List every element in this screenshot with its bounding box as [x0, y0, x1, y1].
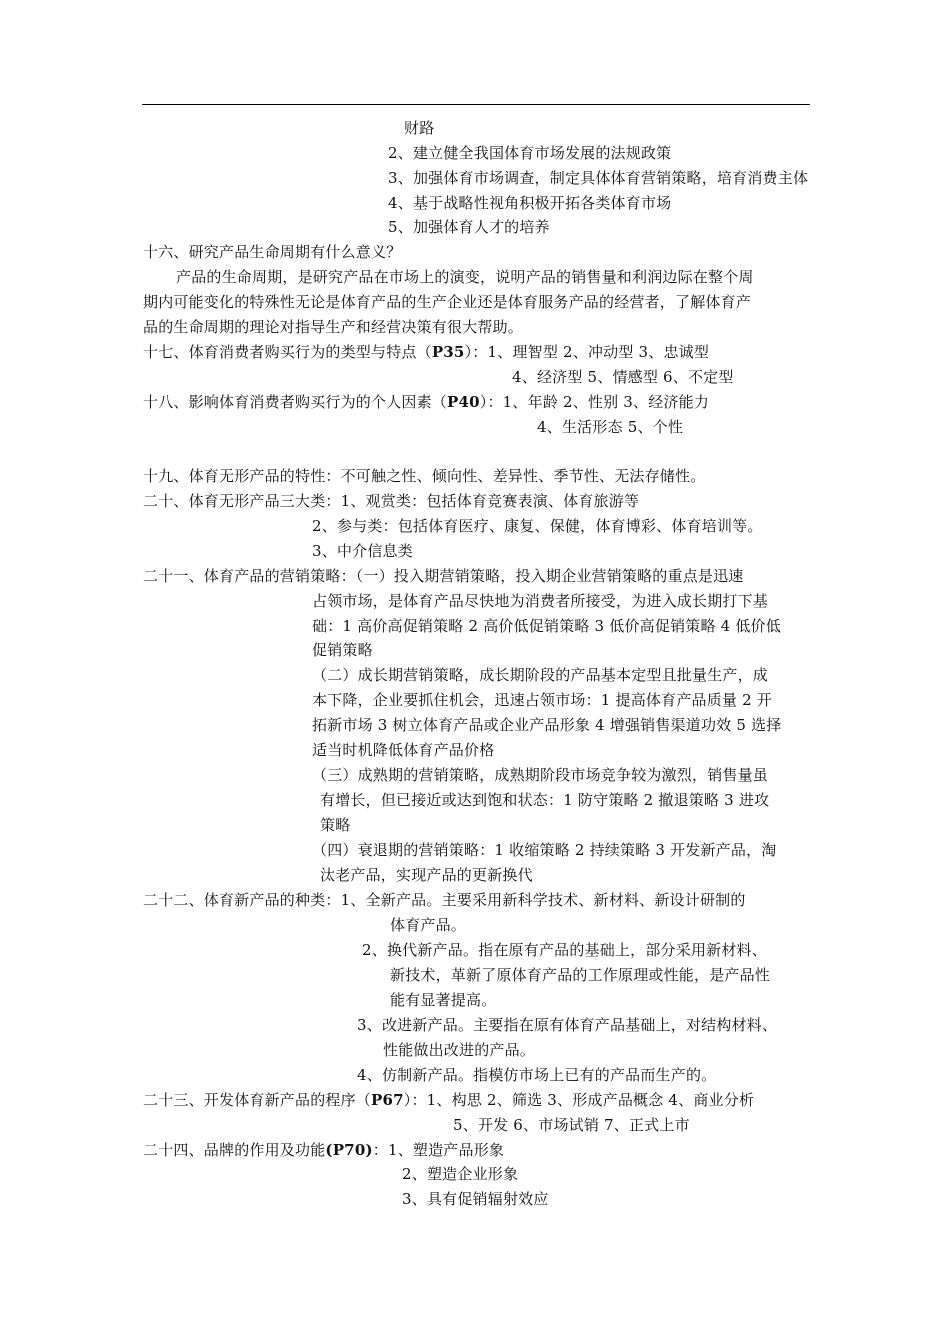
- page-reference: P67: [371, 1091, 404, 1109]
- question-23: [143, 1088, 754, 1112]
- text-line: 财路: [404, 119, 435, 137]
- text-line: 2、参与类：包括体育医疗、康复、保健，体育博彩、体育培训等。: [312, 517, 763, 535]
- question-21: 二十一、体育产品的营销策略：（一）投入期营销策略，投入期企业营销策略的重点是迅速: [143, 567, 744, 585]
- text-line: 新技术，革新了原体育产品的工作原理或性能，是产品性: [390, 966, 771, 984]
- text-line: 3、中介信息类: [312, 542, 413, 560]
- text-line: 4、经济型 5、情感型 6、不定型: [512, 368, 734, 386]
- question-17-answer: ）：1、理智型 2、冲动型 3、忠诚型: [464, 343, 710, 361]
- text-line: 体育产品。: [390, 916, 467, 934]
- page-reference: (P70): [325, 1141, 373, 1159]
- text-line: 3、改进新产品。主要指在原有体育产品基础上，对结构材料、: [357, 1016, 778, 1034]
- page-reference: P35: [431, 343, 465, 361]
- answer-16-line: 品的生命周期的理论对指导生产和经营决策有很大帮助。: [143, 318, 524, 336]
- text-line: 4、仿制新产品。指模仿市场上已有的产品而生产的。: [357, 1066, 717, 1084]
- question-20: 二十、体育无形产品三大类：1、观赏类：包括体育竞赛表演、体育旅游等: [143, 492, 640, 510]
- answer-16-line: 产品的生命周期，是研究产品在市场上的演变，说明产品的销售量和利润边际在整个周: [176, 268, 754, 286]
- text-line: 2、建立健全我国体育市场发展的法规政策: [388, 144, 672, 162]
- text-line: 5、开发 6、市场试销 7、正式上市: [453, 1116, 690, 1134]
- header-rule: [142, 104, 810, 105]
- question-17-label: 十七、体育消费者购买行为的类型与特点（: [143, 343, 432, 361]
- page-reference: P40: [447, 393, 480, 411]
- question-24-answer: ：1、塑造产品形象: [372, 1141, 505, 1159]
- question-18-label: 十八、影响体育消费者购买行为的个人因素（: [143, 393, 448, 411]
- text-line: 2、换代新产品。指在原有产品的基础上，部分采用新材料、: [362, 941, 767, 959]
- text-line: 础：1 高价高促销策略 2 高价低促销策略 3 低价高促销策略 4 低价低: [312, 617, 781, 635]
- question-24-label: 二十四、品牌的作用及功能: [143, 1141, 326, 1159]
- text-line: （三）成熟期的营销策略，成熟期阶段市场竞争较为激烈，销售量虽: [312, 766, 769, 784]
- text-line: 促销策略: [312, 641, 373, 659]
- text-line: 3、具有促销辐射效应: [402, 1190, 549, 1208]
- text-line: 4、生活形态 5、个性: [537, 418, 684, 436]
- question-23-answer: ）：1、构思 2、筛选 3、形成产品概念 4、商业分析: [403, 1091, 755, 1109]
- text-line: 有增长，但已接近或达到饱和状态：1 防守策略 2 撤退策略 3 进攻: [320, 791, 770, 809]
- question-17: [143, 340, 709, 364]
- text-line: 汰老产品，实现产品的更新换代: [320, 866, 533, 884]
- question-24: [143, 1138, 504, 1162]
- question-23-label: 二十三、开发体育新产品的程序（: [143, 1091, 372, 1109]
- question-18: [143, 390, 709, 414]
- question-18-answer: ）：1、年龄 2、性别 3、经济能力: [479, 393, 710, 411]
- text-line: 5、加强体育人才的培养: [388, 218, 550, 236]
- question-19: 十九、体育无形产品的特性：不可触之性、倾向性、差异性、季节性、无法存储性。: [143, 467, 706, 485]
- question-16: 十六、研究产品生命周期有什么意义？: [143, 243, 402, 261]
- text-line: 拓新市场 3 树立体育产品或企业产品形象 4 增强销售渠道功效 5 选择: [312, 716, 782, 734]
- text-line: 策略: [320, 816, 351, 834]
- text-line: 2、塑造企业形象: [402, 1165, 519, 1183]
- text-line: 性能做出改进的产品。: [383, 1041, 536, 1059]
- text-line: 适当时机降低体育产品价格: [312, 741, 495, 759]
- answer-16-line: 期内可能变化的特殊性无论是体育产品的生产企业还是体育服务产品的经营者，了解体育产: [143, 293, 752, 311]
- text-line: 本下降，企业要抓住机会，迅速占领市场：1 提高体育产品质量 2 开: [312, 691, 772, 709]
- question-22: 二十二、体育新产品的种类：1、全新产品。主要采用新科学技术、新材料、新设计研制的: [143, 891, 746, 909]
- text-line: （四）衰退期的营销策略：1 收缩策略 2 持续策略 3 开发新产品，淘: [312, 841, 777, 859]
- text-line: 占领市场，是体育产品尽快地为消费者所接受，为进入成长期打下基: [312, 592, 769, 610]
- text-line: 3、加强体育市场调查，制定具体体育营销策略，培育消费主体: [388, 169, 809, 187]
- text-line: （二）成长期营销策略，成长期阶段的产品基本定型且批量生产，成: [312, 666, 769, 684]
- text-line: 能有显著提高。: [390, 991, 497, 1009]
- text-line: 4、基于战略性视角积极开拓各类体育市场: [388, 194, 672, 212]
